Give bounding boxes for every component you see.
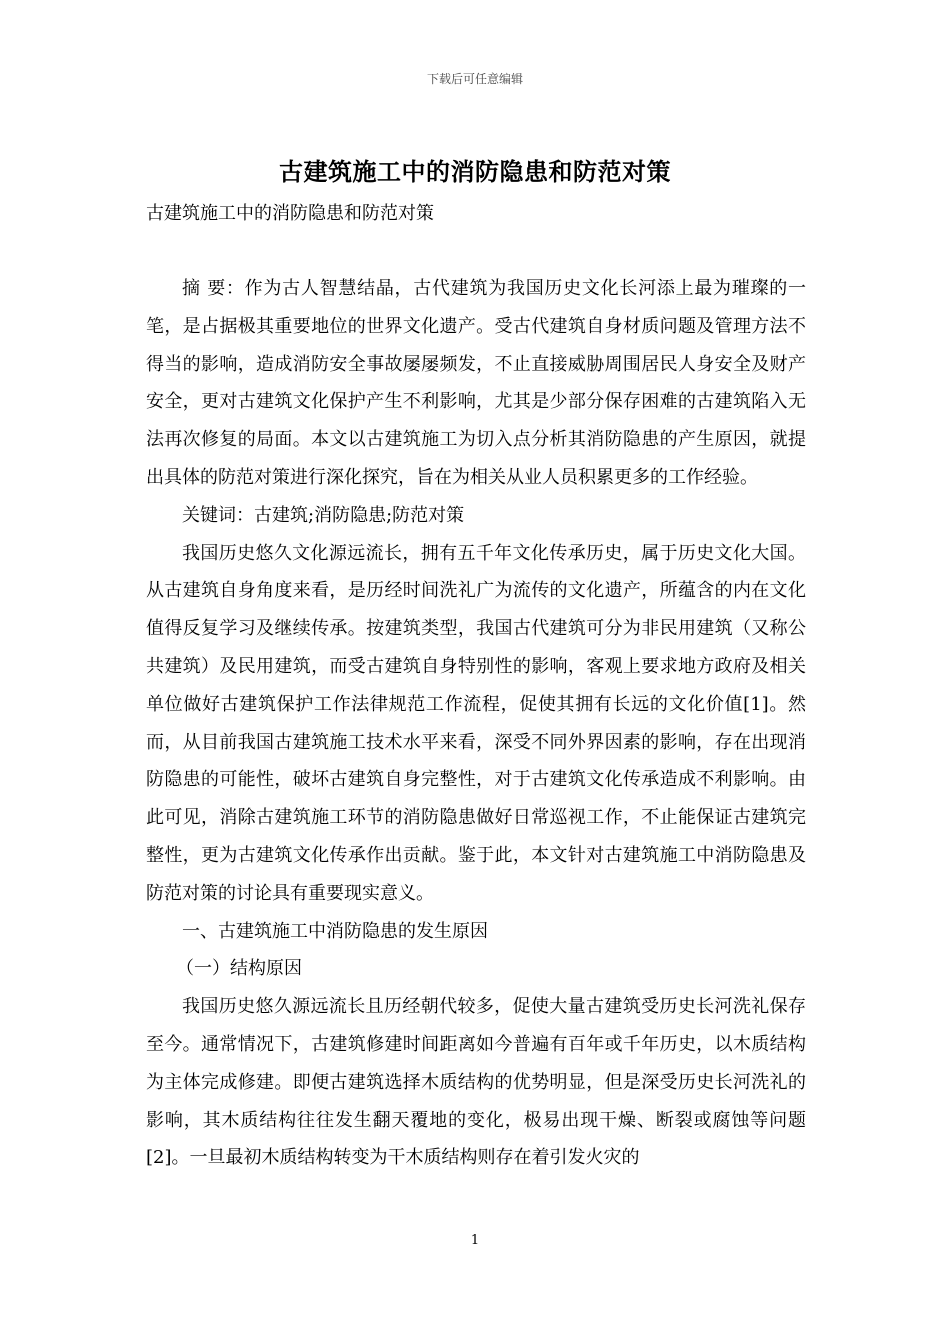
abstract-paragraph: 摘 要：作为古人智慧结晶，古代建筑为我国历史文化长河添上最为璀璨的一笔，是占据极其重要地位的世界文化遗产。受古代建筑自身材质问题及管理方法不得当的影响，造成消防安全事故屡屡频发，不止直接威胁周围居民人身安全及财产安全，更对古建筑文化保护产生不利影响，尤其是少部分保存困难的古建筑陷入无法再次修复的局面。本文以古建筑施工为切入点分析其消防隐患的产生原因，就提出具体的防范对策进行深化探究，旨在为相关从业人员积累更多的工作经验。: [146, 278, 806, 488]
keywords-paragraph: 关键词：古建筑;消防隐患;防范对策: [182, 504, 465, 526]
page-number: 1: [470, 1233, 480, 1248]
document-body: [146, 270, 806, 1177]
subsection-heading: （一）结构原因: [176, 958, 302, 980]
intro-paragraph: 我国历史悠久文化源远流长，拥有五千年文化传承历史，属于历史文化大国。从古建筑自身角度来看，是历经时间洗礼广为流传的文化遗产，所蕴含的内在文化值得反复学习及继续传承。按建筑类型，我国古代建筑可分为非民用建筑（又称公共建筑）及民用建筑，而受古建筑自身特别性的影响，客观上要求地方政府及相关单位做好古建筑保护工作法律规范工作流程，促使其拥有长远的文化价值[1]。然而，从目前我国古建筑施工技术水平来看，深受不同外界因素的影响，存在出现消防隐患的可能性，破坏古建筑自身完整性，对于古建筑文化传承造成不利影响。由此可见，消除古建筑施工环节的消防隐患做好日常巡视工作，不止能保证古建筑完整性，更为古建筑文化传承作出贡献。鉴于此，本文针对古建筑施工中消防隐患及防范对策的讨论具有重要现实意义。: [146, 542, 806, 904]
body-paragraph: 我国历史悠久源远流长且历经朝代较多，促使大量古建筑受历史长河洗礼保存至今。通常情况下，古建筑修建时间距离如今普遍有百年或千年历史，以木质结构为主体完成修建。即便古建筑选择木质结构的优势明显，但是深受历史长河洗礼的影响，其木质结构往往发生翻天覆地的变化，极易出现干燥、断裂或腐蚀等问题[2]。一旦最初木质结构转变为干木质结构则存在着引发火灾的: [146, 996, 806, 1169]
section-heading: 一、古建筑施工中消防隐患的发生原因: [182, 920, 488, 942]
page-header-note: 下载后可任意编辑: [426, 72, 523, 86]
document-title: 古建筑施工中的消防隐患和防范对策: [279, 157, 671, 186]
document-subtitle: 古建筑施工中的消防隐患和防范对策: [146, 203, 434, 224]
